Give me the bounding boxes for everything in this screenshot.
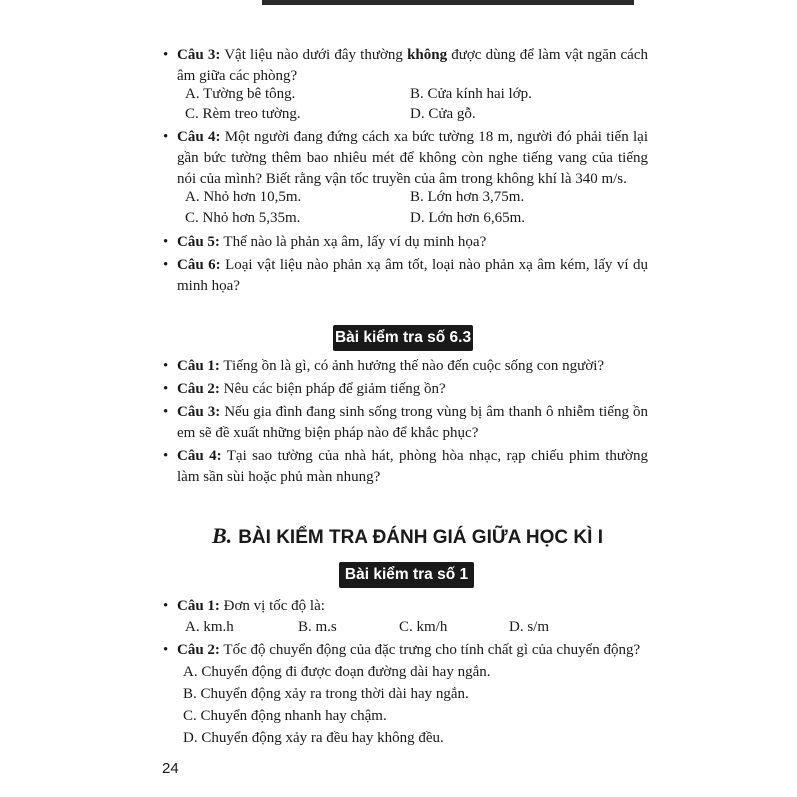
option-c: C. Nhỏ hơn 5,35m. (185, 210, 301, 226)
bullet-icon: • (163, 404, 169, 420)
emphasis: không (407, 47, 448, 63)
bullet-icon: • (163, 642, 169, 658)
option-b: B. m.s (298, 619, 337, 635)
question-1-test-6-3: • Câu 1: Tiếng ồn là gì, có ảnh hưởng thế nào đến cuộc sống con người? (163, 356, 648, 377)
option-b: B. Cửa kính hai lớp. (410, 86, 532, 102)
top-edge-bar (262, 0, 634, 5)
question-4-top: • Câu 4: Một người đang đứng cách xa bức tường 18 m, người đó phải tiến lại gần bức tường thêm bao nhiêu mét để không còn nghe tiếng vang của tiếng nói của mình? Biết rằng vận tốc truyền của âm trong không khí là 340 m/s. (163, 129, 648, 187)
bullet-icon: • (163, 358, 169, 374)
question-prefix: Câu 2: (177, 642, 220, 658)
option-c: C. Chuyển động nhanh hay chậm. (183, 708, 387, 724)
bullet-icon: • (163, 234, 169, 250)
question-5-top: • Câu 5: Thế nào là phản xạ âm, lấy ví dụ minh họa? (163, 232, 648, 253)
bullet-icon: • (163, 129, 169, 145)
option-d: D. s/m (509, 619, 550, 635)
option-d: D. Cửa gỗ. (410, 106, 476, 122)
test-1-banner: Bài kiểm tra số 1 (339, 562, 474, 588)
option-a: A. Tường bê tông. (185, 86, 296, 102)
section-title: BÀI KIỂM TRA ĐÁNH GIÁ GIỮA HỌC KÌ I (238, 527, 603, 548)
option-b: B. Lớn hơn 3,75m. (410, 189, 525, 205)
option-a: A. Chuyển động đi được đoạn đường dài hay ngắn. (183, 664, 491, 680)
question-prefix: Câu 3: (177, 404, 221, 420)
bullet-icon: • (163, 598, 169, 614)
option-c: C. km/h (399, 619, 448, 635)
section-b-heading (212, 523, 603, 551)
option-b: B. Chuyển động xảy ra trong thời dài hay ngắn. (183, 686, 469, 702)
option-d: D. Chuyển động xảy ra đều hay không đều. (183, 730, 444, 746)
bullet-icon: • (163, 257, 169, 273)
question-4-test-6-3: • Câu 4: Tại sao tường của nhà hát, phòng hòa nhạc, rạp chiếu phim thường làm sần sùi hoặc phủ màn nhung? (163, 448, 648, 485)
question-prefix: Câu 4: (177, 448, 222, 464)
question-3-top: • Câu 3: Vật liệu nào dưới đây thường không được dùng để làm vật ngăn cách âm giữa các phòng? (163, 47, 648, 84)
question-prefix: Câu 1: (177, 358, 220, 374)
question-3-test-6-3: • Câu 3: Nếu gia đình đang sinh sống trong vùng bị âm thanh ô nhiễm tiếng ồn em sẽ đề xuất những biện pháp nào để khắc phục? (163, 404, 649, 441)
question-1-test-1: • Câu 1: Đơn vị tốc độ là: (163, 596, 648, 617)
question-prefix: Câu 5: (177, 234, 220, 250)
option-c: C. Rèm treo tường. (185, 106, 301, 122)
option-a: A. km.h (185, 619, 234, 635)
question-6-top: • Câu 6: Loại vật liệu nào phản xạ âm tốt, loại nào phản xạ âm kém, lấy ví dụ minh họa? (163, 257, 648, 294)
question-2-test-1: • Câu 2: Tốc độ chuyển động của đặc trưng cho tính chất gì của chuyển động? (163, 640, 648, 661)
bullet-icon: • (163, 448, 169, 464)
option-d: D. Lớn hơn 6,65m. (410, 210, 526, 226)
question-prefix: Câu 2: (177, 381, 220, 397)
page-number: 24 (162, 760, 179, 777)
question-2-test-6-3: • Câu 2: Nêu các biện pháp để giảm tiếng ồn? (163, 379, 648, 400)
question-prefix: Câu 1: (177, 598, 220, 614)
option-a: A. Nhỏ hơn 10,5m. (185, 189, 302, 205)
section-letter: B. (212, 523, 233, 548)
question-prefix: Câu 3: (177, 47, 221, 63)
bullet-icon: • (163, 381, 169, 397)
bullet-icon: • (163, 47, 169, 63)
test-6-3-banner: Bài kiểm tra số 6.3 (333, 325, 473, 351)
question-prefix: Câu 6: (177, 257, 221, 273)
question-prefix: Câu 4: (177, 129, 221, 145)
